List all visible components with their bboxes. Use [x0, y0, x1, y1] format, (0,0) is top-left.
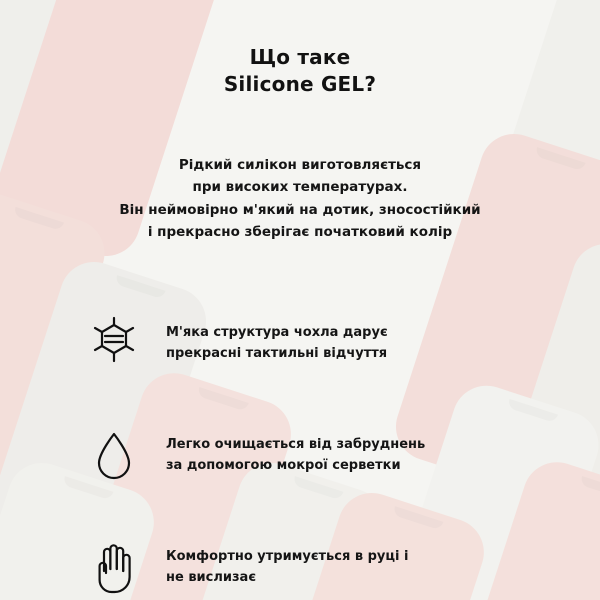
hexagon-molecule-icon — [62, 316, 166, 372]
feature-3-line-1: Комфортно утримується в руці і — [166, 549, 409, 565]
lead-line-3: Він неймовірно м'який на дотик, зносостійкий — [119, 201, 481, 218]
water-drop-icon — [62, 428, 166, 484]
hand-icon — [62, 539, 166, 597]
list-item-text — [166, 435, 425, 477]
feature-2-line-1: Легко очищається від забруднень — [166, 437, 426, 453]
lead-line-2: при високих температурах. — [192, 179, 408, 196]
feature-3-line-2: не вислизає — [166, 570, 257, 586]
lead-line-1: Рідкий силікон виготовляється — [178, 157, 422, 173]
list-item — [62, 413, 538, 499]
feature-1-line-2: прекрасні тактильні відчуття — [166, 346, 388, 362]
list-item — [62, 301, 538, 387]
title-line-1: Що таке — [249, 45, 351, 69]
feature-1-line-1: М'яка структура чохла дарує — [166, 325, 388, 341]
title-line-2: Silicone GEL? — [223, 72, 377, 96]
lead-paragraph — [100, 154, 500, 243]
lead-line-4: і прекрасно зберігає початковий колір — [147, 223, 453, 240]
page-title — [62, 44, 538, 98]
feature-2-line-2: за допомогою мокрої серветки — [166, 458, 401, 474]
list-item — [62, 525, 538, 600]
list-item-text — [166, 323, 388, 365]
feature-list — [62, 301, 538, 600]
list-item-text — [166, 547, 408, 589]
